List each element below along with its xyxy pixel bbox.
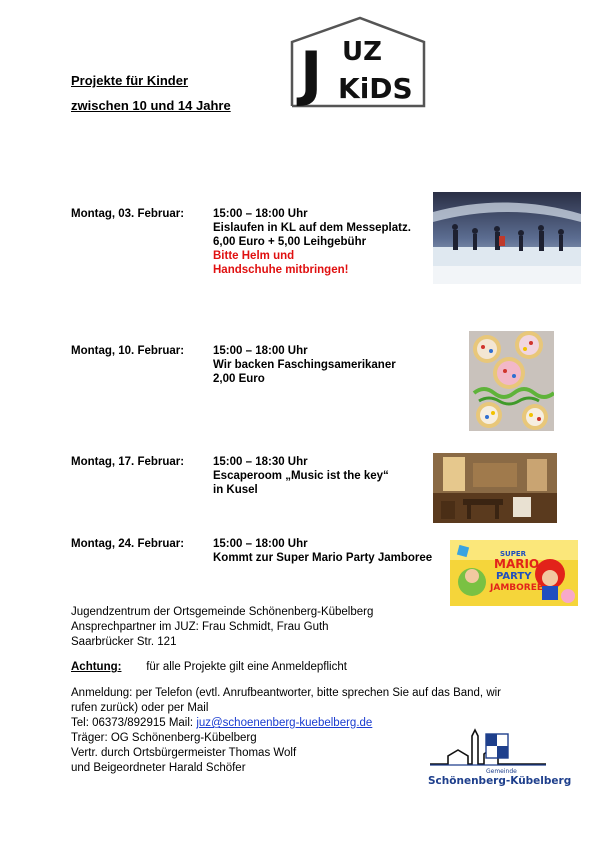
event-line: 2,00 Euro <box>213 373 265 385</box>
juz-kids-logo <box>290 16 426 108</box>
notice-text: für alle Projekte gilt eine Anmeldepflicht <box>146 661 347 673</box>
logo-letter-j: J <box>300 39 323 108</box>
event-time: 15:00 – 18:00 Uhr <box>213 538 308 550</box>
contact-persons: Ansprechpartner im JUZ: Frau Schmidt, Frau Guth <box>71 621 329 633</box>
event-time: 15:00 – 18:00 Uhr <box>213 345 308 357</box>
mario-party-image <box>450 540 578 606</box>
event-time: 15:00 – 18:30 Uhr <box>213 456 308 468</box>
municipality-logo <box>428 728 572 790</box>
notice-label: Achtung: <box>71 661 122 673</box>
logo-letters-kids: KiDS <box>338 72 413 105</box>
mario-logo-party: PARTY <box>496 571 532 582</box>
event-line: 6,00 Euro + 5,00 Leihgebühr <box>213 236 367 248</box>
contact-block <box>71 605 541 650</box>
registration-text: Anmeldung: per Telefon (evtl. Anrufbeantworter, bitte sprechen Sie auf das Band, wir <box>71 687 502 699</box>
event-warning: Handschuhe mitbringen! <box>213 264 349 276</box>
organization-name: Jugendzentrum der Ortsgemeinde Schönenberg-Kübelberg <box>71 606 374 618</box>
event-line: Eislaufen in KL auf dem Messeplatz. <box>213 222 411 234</box>
cookies-photo <box>469 331 554 431</box>
notice-line <box>71 660 541 675</box>
mario-logo-jamboree: JAMBOREE <box>490 583 544 593</box>
event-line: Kommt zur Super Mario Party Jamboree <box>213 552 433 564</box>
sponsor-text: Träger: OG Schönenberg-Kübelberg <box>71 732 257 744</box>
ice-skating-photo <box>433 192 581 284</box>
registration-text: rufen zurück) oder per Mail <box>71 702 209 714</box>
address: Saarbrücker Str. 121 <box>71 636 177 648</box>
mario-logo-super: SUPER <box>500 550 527 558</box>
representative-text: Vertr. durch Ortsbürgermeister Thomas Wolf <box>71 747 297 759</box>
representative-text: und Beigeordneter Harald Schöfer <box>71 762 246 774</box>
municipality-label-small: Gemeinde <box>486 768 517 775</box>
event-details <box>213 344 453 386</box>
event-details <box>213 455 433 497</box>
event-date: Montag, 03. Februar: <box>71 208 185 220</box>
municipality-name: Schönenberg-Kübelberg <box>428 775 572 787</box>
event-details <box>213 207 433 277</box>
event-date: Montag, 10. Februar: <box>71 345 185 357</box>
page-title-line1: Projekte für Kinder <box>71 73 189 88</box>
mario-logo-mario: MARIO <box>494 557 540 571</box>
event-date: Montag, 17. Februar: <box>71 456 185 468</box>
email-link[interactable]: juz@schoenenberg-kuebelberg.de <box>196 717 373 729</box>
event-details <box>213 537 453 565</box>
event-date: Montag, 24. Februar: <box>71 538 185 550</box>
escape-room-photo <box>433 453 557 523</box>
logo-letters-uz: UZ <box>342 37 382 67</box>
phone-number: Tel: 06373/892915 Mail: <box>71 717 197 729</box>
event-time: 15:00 – 18:00 Uhr <box>213 208 308 220</box>
village-silhouette-icon <box>428 728 552 768</box>
event-line: Wir backen Faschingsamerikaner <box>213 359 396 371</box>
event-warning: Bitte Helm und <box>213 250 295 262</box>
event-line: Escaperoom „Music ist the key“ <box>213 470 389 482</box>
page-title-line2: zwischen 10 und 14 Jahre <box>71 98 231 113</box>
event-line: in Kusel <box>213 484 258 496</box>
